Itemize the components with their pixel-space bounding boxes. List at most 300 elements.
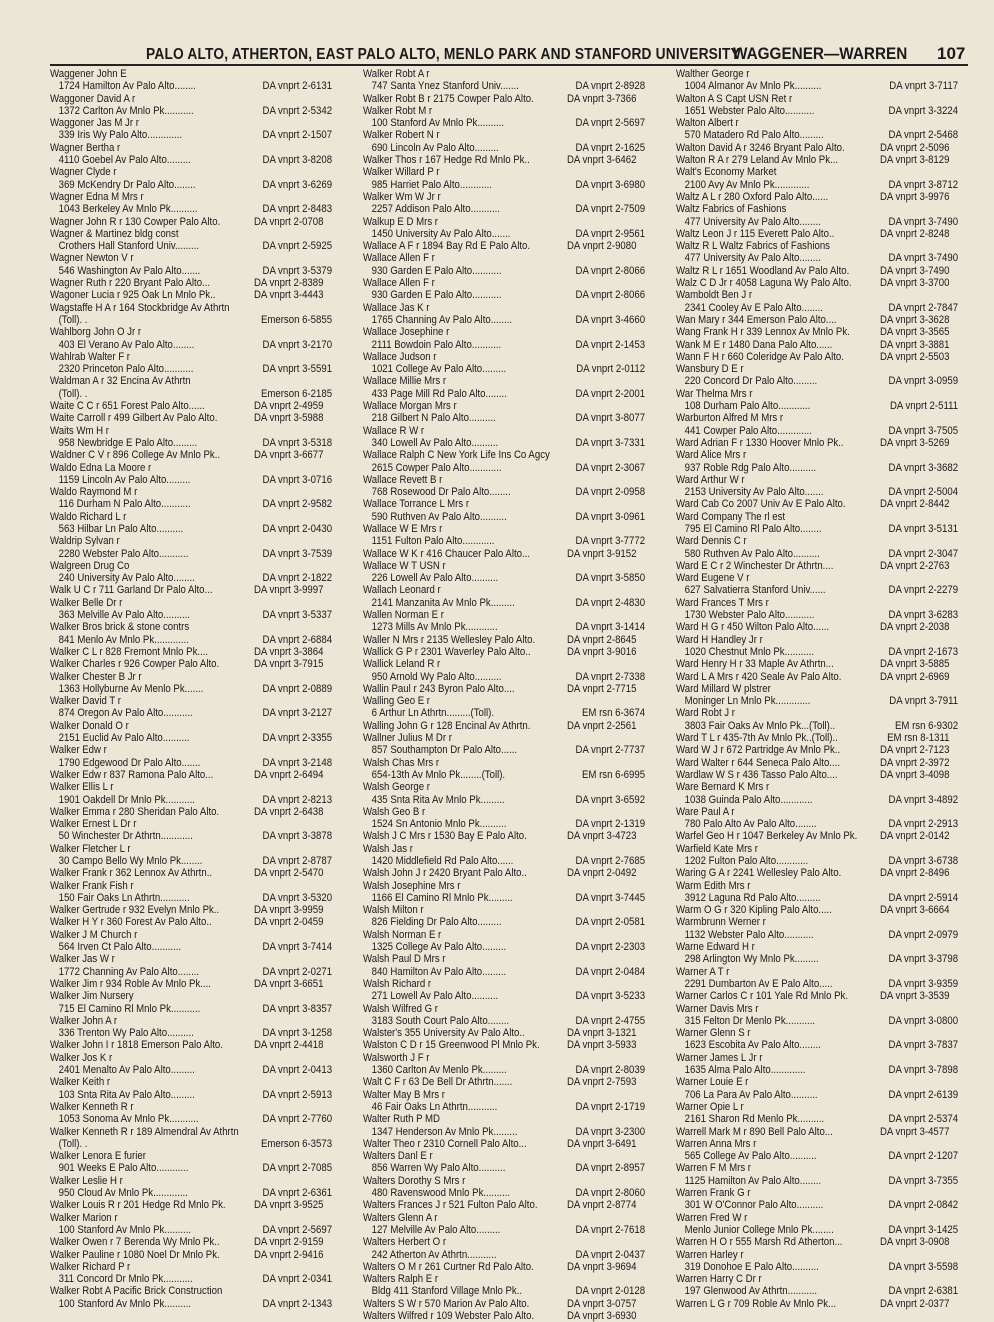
entry-phone: DA vnprt 2-0271	[262, 965, 333, 978]
entry-phone: DA vnprt 3-1425	[888, 1223, 959, 1236]
entry-text: Ward Arthur W r	[676, 473, 745, 486]
directory-entry	[676, 929, 994, 941]
directory-entry	[363, 511, 681, 523]
directory-entry	[363, 1027, 673, 1039]
entry-text: Ward Eugene V r	[676, 572, 750, 585]
entry-text: 150 Fair Oaks Ln Athrtn...........	[58, 891, 190, 904]
entry-text: Walker Robert N r	[363, 129, 440, 142]
entry-phone: DA vnprt 3-3565	[879, 326, 950, 339]
directory-entry	[363, 412, 681, 424]
entry-phone: DA vnprt 2-0484	[575, 965, 646, 978]
directory-entry	[50, 1150, 360, 1162]
directory-entry	[363, 818, 681, 830]
entry-phone: DA vnprt 2-0459	[253, 916, 324, 929]
directory-entry	[676, 302, 994, 314]
entry-text: Waldner C V r 896 College Av Mnlo Pk..	[50, 449, 221, 462]
entry-phone: DA vnprt 2-9561	[575, 227, 646, 240]
entry-text: 315 Felton Dr Menlo Pk...........	[684, 1014, 816, 1027]
entry-text: 580 Ruthven Av Palo Alto..........	[684, 547, 820, 560]
entry-text: Waldman A r 32 Encina Av Athrtn	[50, 375, 191, 388]
directory-entry	[50, 1138, 368, 1150]
entry-text: Walsh J C Mrs r 1530 Bay E Palo Alto.	[363, 830, 527, 843]
directory-entry	[676, 978, 994, 990]
entry-phone: DA vnprt 3-1414	[575, 621, 646, 634]
directory-entry	[676, 400, 994, 412]
entry-text: 1363 Hollyburne Av Menlo Pk.......	[58, 682, 204, 695]
entry-phone: DA vnprt 2-3355	[262, 732, 333, 745]
entry-phone: DA vnprt 3-8208	[262, 154, 333, 167]
page-title: PALO ALTO, ATHERTON, EAST PALO ALTO, MENLO PARK AND STANFORD UNIVERSITY	[146, 46, 740, 63]
entry-phone: DA vnprt 2-5914	[888, 891, 959, 904]
entry-phone: DA vnprt 3-5988	[253, 412, 324, 425]
entry-text: (Toll). .	[58, 1137, 88, 1150]
entry-text: 901 Weeks E Palo Alto............	[58, 1162, 189, 1175]
entry-text: Wallace W E Mrs r	[363, 522, 443, 535]
entry-text: 1273 Mills Av Mnlo Pk............	[371, 621, 498, 634]
directory-entry	[363, 523, 673, 535]
directory-entry	[363, 634, 673, 646]
directory-entry	[363, 584, 673, 596]
directory-entry	[676, 1015, 994, 1027]
directory-entry	[50, 314, 368, 326]
directory-entry	[363, 93, 673, 105]
entry-phone: DA vnprt 2-8928	[575, 80, 646, 93]
directory-entry	[676, 1113, 994, 1125]
directory-entry	[50, 449, 360, 461]
entry-text: Walker Chester B Jr r	[50, 670, 142, 683]
entry-text: 2280 Webster Palo Alto...........	[58, 547, 189, 560]
entry-phone: DA vnprt 3-7490	[879, 264, 950, 277]
directory-entry	[363, 646, 673, 658]
entry-phone: DA vnprt 3-8129	[879, 154, 950, 167]
directory-entry	[363, 1162, 681, 1174]
directory-entry	[676, 265, 986, 277]
entry-text: Walker Jim Nursery	[50, 990, 134, 1003]
entry-phone: DA vnprt 3-7915	[253, 658, 324, 671]
entry-text: Walter Theo r 2310 Cornell Palo Alto...	[363, 1137, 527, 1150]
entry-text: Walton David A r 3246 Bryant Palo Alto.	[676, 141, 845, 154]
entry-phone: DA vnprt 2-6131	[262, 80, 333, 93]
directory-entry	[363, 68, 673, 80]
entry-phone: EM rsn 6-9302	[894, 719, 959, 732]
directory-entry	[676, 166, 986, 178]
directory-entry	[50, 1224, 368, 1236]
directory-entry	[676, 1199, 994, 1211]
entry-phone: DA vnprt 3-0908	[879, 1236, 950, 1249]
directory-entry	[676, 597, 986, 609]
entry-phone: DA vnprt 3-7505	[888, 424, 959, 437]
entry-text: 6 Arthur Ln Athrtn.........(Toll).	[371, 707, 495, 720]
entry-phone: DA vnprt 3-3682	[888, 461, 959, 474]
directory-entry	[676, 474, 986, 486]
directory-entry	[363, 474, 673, 486]
entry-text: Ward H G r 450 Wilton Palo Alto......	[676, 621, 830, 634]
entry-text: 477 University Av Palo Alto........	[684, 215, 821, 228]
directory-entry	[50, 990, 360, 1002]
directory-entry	[363, 216, 673, 228]
directory-entry	[50, 228, 360, 240]
entry-text: 590 Ruthven Av Palo Alto..........	[371, 510, 507, 523]
directory-entry	[50, 240, 368, 252]
directory-entry	[363, 1310, 673, 1322]
directory-entry	[363, 781, 673, 793]
entry-phone: DA vnprt 3-5933	[566, 1039, 637, 1052]
directory-entry	[50, 634, 368, 646]
entry-text: Ward Cab Co 2007 Univ Av E Palo Alto.	[676, 498, 846, 511]
entry-phone: DA vnprt 3-5318	[262, 436, 333, 449]
entry-phone: DA vnprt 3-7331	[575, 436, 646, 449]
entry-text: Wagner Bertha r	[50, 141, 121, 154]
entry-text: Walling John G r 128 Encinal Av Athrtn.	[363, 719, 531, 732]
entry-text: Waltz R L r 1651 Woodland Av Palo Alto.	[676, 264, 850, 277]
entry-text: 2320 Princeton Palo Alto...........	[58, 363, 194, 376]
entry-text: Walters Glenn A r	[363, 1211, 438, 1224]
directory-entry	[363, 990, 681, 1002]
directory-entry	[50, 277, 360, 289]
entry-text: Warner Opie L r	[676, 1100, 744, 1113]
entry-text: Waller N Mrs r 2135 Wellesley Palo Alto.	[363, 633, 536, 646]
entry-phone: DA vnprt 2-0581	[575, 916, 646, 929]
page-header	[0, 0, 994, 66]
directory-entry	[50, 252, 360, 264]
entry-text: Ward H Handley Jr r	[676, 633, 763, 646]
entry-text: Wansbury D E r	[676, 363, 744, 376]
entry-phone: DA vnprt 3-9976	[879, 190, 950, 203]
entry-phone: DA vnprt 3-9959	[253, 904, 324, 917]
directory-entry	[676, 388, 986, 400]
entry-text: 271 Lowell Av Palo Alto..........	[371, 990, 499, 1003]
entry-text: Warfield Kate Mrs r	[676, 842, 758, 855]
entry-phone: DA vnprt 3-6738	[888, 855, 959, 867]
directory-entry	[50, 1003, 368, 1015]
entry-text: Wallin Paul r 243 Byron Palo Alto....	[363, 682, 515, 695]
directory-columns	[50, 68, 970, 1322]
entry-text: Wagner Newton V r	[50, 252, 134, 265]
entry-text: Wallace Revett B r	[363, 473, 443, 486]
directory-entry	[363, 191, 673, 203]
directory-entry	[363, 486, 681, 498]
entry-text: 336 Trenton Wy Palo Alto..........	[58, 1027, 194, 1040]
directory-entry	[363, 880, 673, 892]
entry-phone: DA vnprt 2-7847	[888, 301, 959, 314]
directory-entry	[676, 1212, 986, 1224]
directory-entry	[676, 990, 986, 1002]
directory-entry	[363, 744, 681, 756]
directory-entry	[50, 1199, 360, 1211]
entry-text: 1053 Sonoma Av Mnlo Pk...........	[58, 1113, 199, 1126]
entry-text: Wagoner Lucia r 925 Oak Ln Mnlo Pk..	[50, 289, 216, 302]
directory-entry	[363, 228, 681, 240]
directory-entry	[676, 1027, 986, 1039]
entry-phone: EM rsn 6-6995	[581, 768, 646, 781]
entry-phone: DA vnprt 2-5374	[888, 1113, 959, 1126]
directory-entry	[50, 191, 360, 203]
entry-phone: DA vnprt 3-4577	[879, 1125, 950, 1138]
entry-phone: DA vnprt 3-3881	[879, 338, 950, 351]
entry-phone: DA vnprt 3-4098	[879, 768, 950, 781]
entry-text: Walker C L r 828 Fremont Mnlo Pk....	[50, 645, 209, 658]
entry-text: 2151 Euclid Av Palo Alto..........	[58, 732, 190, 745]
entry-text: Walker Edw r 837 Ramona Palo Alto...	[50, 768, 214, 781]
directory-entry	[676, 818, 994, 830]
entry-text: Bldg 411 Stanford Village Mnlo Pk..	[371, 1285, 523, 1298]
directory-entry	[676, 1273, 986, 1285]
directory-entry	[676, 314, 986, 326]
directory-entry	[676, 252, 994, 264]
entry-text: 1420 Middlefield Rd Palo Alto......	[371, 855, 514, 867]
entry-phone: DA vnprt 2-8442	[879, 498, 950, 511]
entry-text: 1125 Hamilton Av Palo Alto........	[684, 1174, 822, 1187]
entry-text: Walker Leslie H r	[50, 1174, 123, 1187]
entry-phone: DA vnprt 2-0341	[262, 1273, 333, 1286]
directory-entry	[50, 560, 360, 572]
entry-text: Warner Louie E r	[676, 1076, 749, 1089]
entry-text: 435 Snta Rita Av Mnlo Pk.........	[371, 793, 505, 806]
entry-text: Wallace W T USN r	[363, 559, 446, 572]
entry-phone: DA vnprt 2-6884	[262, 633, 333, 646]
entry-text: Wagner Edna M Mrs r	[50, 190, 144, 203]
entry-phone: DA vnprt 3-3224	[888, 104, 959, 117]
entry-text: Warren Anna Mrs r	[676, 1137, 757, 1150]
entry-text: Walker Richard P r	[50, 1260, 131, 1273]
entry-text: Walker Marion r	[50, 1211, 118, 1224]
directory-entry	[50, 375, 360, 387]
directory-entry	[363, 978, 673, 990]
header-rule	[50, 64, 968, 66]
directory-entry	[50, 1162, 368, 1174]
directory-entry	[676, 1052, 986, 1064]
entry-text: Ward E C r 2 Winchester Dr Athrtn....	[676, 559, 834, 572]
directory-entry	[363, 1236, 673, 1248]
directory-entry	[676, 228, 986, 240]
directory-entry	[50, 1039, 360, 1051]
entry-text: 1159 Lincoln Av Palo Alto.........	[58, 473, 191, 486]
entry-text: Walsh Richard r	[363, 977, 432, 990]
entry-text: 2341 Cooley Av E Palo Alto........	[684, 301, 823, 314]
entry-text: Walker Louis R r 201 Hedge Rd Mnlo Pk.	[50, 1199, 226, 1212]
entry-phone: DA vnprt 2-5004	[888, 486, 959, 499]
directory-entry	[676, 449, 986, 461]
entry-phone: DA vnprt 3-8357	[262, 1002, 333, 1015]
directory-entry	[676, 830, 986, 842]
entry-phone: DA vnprt 2-8645	[566, 633, 637, 646]
entry-text: 3912 Laguna Rd Palo Alto.........	[684, 891, 821, 904]
directory-entry	[363, 757, 673, 769]
directory-entry	[50, 941, 368, 953]
entry-phone: DA vnprt 3-3628	[879, 313, 950, 326]
entry-text: Wagstaffe H A r 164 Stockbridge Av Athrtn	[50, 301, 230, 314]
entry-phone: DA vnprt 3-5131	[888, 522, 959, 535]
entry-text: Walsh John J r 2420 Bryant Palo Alto..	[363, 867, 527, 880]
entry-text: Wagner & Martinez bldg const	[50, 227, 179, 240]
entry-text: Walker Frank Fish r	[50, 879, 134, 892]
directory-entry	[676, 744, 986, 756]
directory-entry	[50, 1089, 368, 1101]
entry-text: 795 El Camino Rl Palo Alto........	[684, 522, 822, 535]
entry-text: War Thelma Mrs r	[676, 387, 753, 400]
directory-entry	[363, 1224, 681, 1236]
directory-entry	[363, 609, 673, 621]
directory-entry	[50, 265, 368, 277]
directory-entry	[363, 400, 673, 412]
directory-entry	[50, 68, 360, 80]
directory-entry	[363, 129, 673, 141]
entry-text: Ward Henry H r 33 Maple Av Athrtn...	[676, 658, 834, 671]
entry-text: 4110 Goebel Av Palo Alto.........	[58, 154, 191, 167]
entry-text: Wann F H r 660 Coleridge Av Palo Alto.	[676, 350, 844, 363]
entry-text: Walton R A r 279 Leland Av Mnlo Pk...	[676, 154, 839, 167]
directory-entry	[676, 129, 994, 141]
entry-phone: DA vnprt 2-6494	[253, 768, 324, 781]
name-range: WAGGENER—WARREN	[733, 44, 908, 63]
entry-phone: DA vnprt 2-9159	[253, 1236, 324, 1249]
entry-text: Walters Ralph E r	[363, 1273, 439, 1286]
entry-phone: DA vnprt 3-3700	[879, 277, 950, 290]
directory-entry	[676, 720, 994, 732]
entry-text: Walker Robt A r	[363, 68, 430, 80]
directory-entry	[363, 1150, 673, 1162]
entry-phone: DA vnprt 2-5913	[262, 1088, 333, 1101]
entry-text: Walker Gertrude r 932 Evelyn Mnlo Pk..	[50, 904, 220, 917]
entry-text: 2161 Sharon Rd Menlo Pk..........	[684, 1113, 825, 1126]
directory-entry	[50, 412, 360, 424]
entry-text: Wallace A F r 1894 Bay Rd E Palo Alto.	[363, 240, 531, 253]
directory-entry	[50, 1126, 360, 1138]
entry-text: Warm O G r 320 Kipling Palo Alto.....	[676, 904, 832, 917]
entry-text: Walker Robt A Pacific Brick Construction	[50, 1285, 223, 1298]
entry-phone: DA vnprt 2-8039	[575, 1064, 646, 1077]
directory-entry	[50, 904, 360, 916]
directory-entry	[50, 363, 368, 375]
entry-text: Walker John A r	[50, 1014, 118, 1027]
entry-text: Warren Fred W r	[676, 1211, 748, 1224]
entry-phone: DA vnprt 2-0958	[575, 486, 646, 499]
directory-entry	[676, 1101, 986, 1113]
entry-phone: DA vnprt 3-6491	[566, 1137, 637, 1150]
directory-entry	[363, 916, 681, 928]
directory-entry	[363, 462, 681, 474]
directory-entry	[676, 142, 986, 154]
entry-phone: DA vnprt 3-7366	[566, 92, 637, 105]
entry-text: 840 Hamilton Av Palo Alto.........	[371, 965, 507, 978]
entry-text: Walters S W r 570 Marion Av Palo Alto.	[363, 1297, 530, 1310]
directory-entry	[50, 757, 368, 769]
directory-entry	[50, 720, 360, 732]
directory-entry	[363, 843, 673, 855]
directory-entry	[363, 142, 681, 154]
directory-entry	[50, 621, 360, 633]
entry-text: 2401 Menalto Av Palo Alto.........	[58, 1064, 195, 1077]
entry-phone: DA vnprt 2-0430	[262, 522, 333, 535]
directory-entry	[50, 830, 368, 842]
directory-entry	[676, 572, 986, 584]
directory-entry	[50, 855, 368, 867]
directory-entry	[363, 732, 673, 744]
directory-entry	[363, 621, 681, 633]
entry-phone: DA vnprt 2-8774	[566, 1199, 637, 1212]
directory-entry	[676, 1298, 986, 1310]
entry-phone: DA vnprt 3-7490	[888, 215, 959, 228]
directory-entry	[50, 794, 368, 806]
directory-entry	[50, 511, 360, 523]
entry-phone: DA vnprt 2-7123	[879, 744, 950, 757]
directory-entry	[363, 1039, 673, 1051]
entry-text: Crothers Hall Stanford Univ.........	[58, 240, 200, 253]
entry-text: Waltz Leon J r 115 Everett Palo Alto..	[676, 227, 835, 240]
entry-text: Warner Glenn S r	[676, 1027, 751, 1040]
entry-text: Walker Lenora E furier	[50, 1150, 146, 1163]
entry-text: Walgreen Drug Co	[50, 559, 130, 572]
directory-entry	[50, 105, 368, 117]
directory-entry	[363, 1015, 681, 1027]
entry-text: 841 Menlo Av Mnlo Pk.............	[58, 633, 189, 646]
entry-phone: DA vnprt 2-7715	[566, 682, 637, 695]
entry-text: Walker Jas W r	[50, 953, 115, 966]
directory-entry	[363, 265, 681, 277]
entry-phone: DA vnprt 3-2148	[262, 756, 333, 769]
directory-entry	[363, 1273, 673, 1285]
entry-phone: DA vnprt 3-0961	[575, 510, 646, 523]
entry-text: 937 Roble Rdg Palo Alto..........	[684, 461, 817, 474]
entry-text: 340 Lowell Av Palo Alto..........	[371, 436, 499, 449]
entry-text: 706 La Para Av Palo Alto..........	[684, 1088, 818, 1101]
entry-text: Walton Albert r	[676, 117, 739, 130]
entry-text: Wallner Julius M Dr r	[363, 732, 452, 745]
directory-entry	[676, 1162, 986, 1174]
directory-entry	[50, 498, 368, 510]
directory-entry	[363, 597, 681, 609]
entry-text: 2100 Avy Av Mnlo Pk.............	[684, 178, 810, 191]
directory-entry	[50, 216, 360, 228]
entry-text: Walters Herbert O r	[363, 1236, 447, 1249]
directory-entry	[363, 683, 673, 695]
directory-entry	[363, 80, 681, 92]
directory-entry	[676, 1175, 994, 1187]
entry-text: 1325 College Av Palo Alto.........	[371, 941, 507, 954]
directory-entry	[363, 1298, 673, 1310]
directory-entry	[50, 1076, 360, 1088]
directory-entry	[50, 1236, 360, 1248]
directory-entry	[50, 129, 368, 141]
entry-text: Waggoner David A r	[50, 92, 136, 105]
entry-text: 1790 Edgewood Dr Palo Alto.......	[58, 756, 201, 769]
entry-phone: DA vnprt 3-7355	[888, 1174, 959, 1187]
entry-text: Waite Carroll r 499 Gilbert Av Palo Alto.	[50, 412, 218, 425]
directory-entry	[50, 880, 360, 892]
directory-entry	[363, 388, 681, 400]
directory-entry	[363, 302, 673, 314]
directory-entry	[50, 609, 368, 621]
entry-text: 441 Cowper Palo Alto.............	[684, 424, 812, 437]
entry-text: Walsh Geo B r	[363, 805, 426, 818]
entry-text: Waring G A r 2241 Wellesley Palo Alto.	[676, 867, 842, 880]
entry-text: Waggoner Jas M Jr r	[50, 117, 139, 130]
entry-text: Ward L A Mrs r 420 Seale Av Palo Alto.	[676, 670, 842, 683]
entry-phone: DA vnprt 2-8389	[253, 277, 324, 290]
entry-text: 768 Rosewood Dr Palo Alto........	[371, 486, 511, 499]
entry-text: Walsh Wilfred G r	[363, 1002, 439, 1015]
directory-entry	[363, 695, 673, 707]
directory-entry	[363, 855, 681, 867]
entry-text: 1772 Channing Av Palo Alto........	[58, 965, 200, 978]
entry-phone: DA vnprt 2-5697	[262, 1223, 333, 1236]
entry-text: Wang Frank H r 339 Lennox Av Mnlo Pk.	[676, 326, 850, 339]
entry-text: 2111 Bowdoin Palo Alto...........	[371, 338, 502, 351]
directory-entry	[363, 351, 673, 363]
entry-text: Walker Ernest L Dr r	[50, 818, 137, 831]
directory-entry	[363, 1187, 681, 1199]
entry-text: Warmbrunn Werner r	[676, 916, 766, 929]
